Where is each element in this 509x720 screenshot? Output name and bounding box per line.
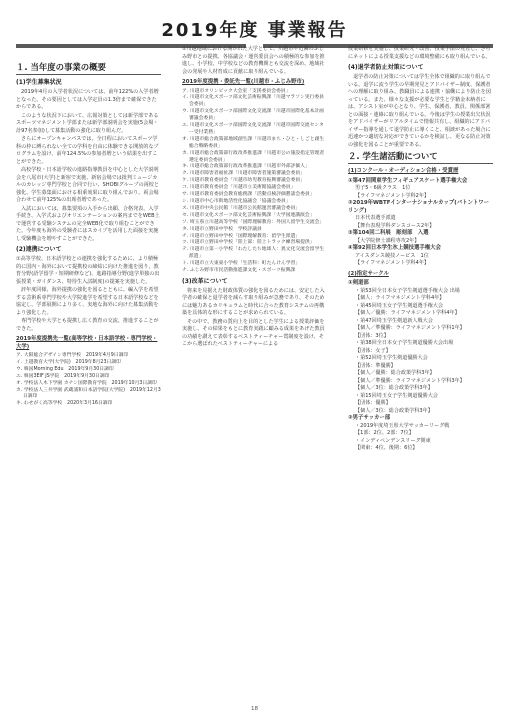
- circle-detail: ・第38回全日本女子学生剣道優勝大会出場: [355, 340, 454, 346]
- circle-detail: 【個人／3位：総合政策学科3年】: [355, 407, 433, 414]
- paragraph: その中で、教務の質向上を目的とした学生による授業評価を実施し、その結果をもとに教育実践に顧みる成果をあげた教員の功績を讃えて表彰するベストティーチャー賞制度を設け、そこから選ばれたベストティーチャーによる: [182, 318, 325, 348]
- list-item: セ. 川越市文化スポーツ部文化芸術振興課「大学国連講演会」: [182, 212, 315, 218]
- circle-detail: 【個人／優勝：総合政策学科3年】: [355, 370, 435, 376]
- list-item: タ. 川越市立野田中学校 学校評議員: [182, 226, 262, 232]
- award-detail: 【ライフマネジメント学科4年】: [355, 260, 430, 266]
- list-item: キ. 川越市総合政策部行政改革推進課「川越市外部評価人」: [182, 164, 310, 170]
- page-title: 2019年度 事業報告: [161, 20, 348, 41]
- list-item: コ. 川越市教育委員会「川越市立美術館協議会委員」: [182, 185, 296, 191]
- subheading-partnerships: (2)連携について: [16, 246, 62, 253]
- paragraph: 高校学校・日本語学校の進路指導教員を中心とした大学説明会を八尾市(大学)と新宿で実施、新宿会場では批判ミュージカルのカレッジ専門学校と合同で行い、SHOBIグループの両校と強化、学生募集面における相乗効果に取り組んでおり、両会場合わせて前年125%の出席者増であった。: [16, 167, 159, 203]
- subheading-student-recruitment: (1)学生募集状況: [16, 79, 62, 86]
- page-number: 18: [251, 706, 258, 712]
- paragraph: このような状況下において、広報対策としては新学部であるスポーツマネジメント学部または新学部説明会を実施(5会場・計97名参加)して募集活動の強化に取り組んだ。: [16, 112, 159, 134]
- list-item: イ. 川越市文化スポーツ部文化芸術振興課「川越マラソン実行委員会委員」: [182, 95, 324, 108]
- list-item: ウ. 韓国Morning Edu 2019年9月30日調印: [16, 366, 114, 372]
- subheading-reform: (3)改革について: [182, 277, 228, 285]
- list-item: ナ. ふじみ野市市民活動推進課文化・スポーツ振興課: [182, 268, 296, 274]
- column-3: [348, 46, 493, 453]
- list-item: ア. 大阪総合デザイン専門学校 2019年4月9日調印: [16, 353, 129, 358]
- award-heading: ①第47回関東学生フィギュアスケート選手権大会: [348, 177, 468, 184]
- paragraph: 入試においては、募集要項の入手から出願、合格発表、入学手続き、入学式およびオリエンテーションの案内までをWEB上で運営する受験システムの完全WEB化で取り組むことができた。今年度も海外の受験者にはスカイプを活用した面接を実施し受験機会を増やすことができた。: [16, 205, 160, 242]
- award-detail: 【大学院修士課程専攻2年】: [355, 237, 420, 244]
- subheading-dropout-prevention: (4)退学者防止対策について: [348, 64, 424, 71]
- circle-detail: 【団体：3位】: [355, 332, 389, 339]
- award-detail: アイスダンス競技ノービス 1位: [355, 252, 429, 259]
- paragraph: 評年度同様、海外提携の強化を図るとともに、編入学を希望する芸術系専門学校や大学院進学を希望する日本語学校などを協定し、学部展開により多く、実地な海外に向けた募集活動をより強化した。: [16, 287, 159, 316]
- circle-detail: 【関東：4位、後期：6位】: [355, 445, 418, 451]
- circle-detail: 【個人／準優勝：ライフマネジメント学科1年】: [355, 325, 465, 331]
- list-item: オ. 川越市総合政策部地域創生課「川越市まち・ひと・しごと創生総合戦略委員」: [182, 136, 325, 149]
- circle-detail: 【団体：女子】: [355, 347, 391, 354]
- list-item: ア. 川越市オリンピック大会室「支援委員会委員」: [182, 88, 291, 94]
- circle-detail: 【個人：ライフマネジメント学科4年】: [355, 295, 445, 301]
- paragraph: 授業研修を実施し、授業研究・改善、授業手法の見直し、さらにネットによる授業支援などの環境整備にも取り組んでいる。: [348, 46, 491, 60]
- circle-detail: ・第45回埼玉女子学生剣道選手権大会: [355, 302, 443, 309]
- list-item: テ. 川越市立第一小学校「わたしたち地球人：異文化交流会留学生派遣」: [182, 247, 325, 260]
- paragraph: ①高等学校、日本語学校との連携を強化するために、より積極的に国内・海外において提携校の締結に向けた推進を図り、教育分野(語学留学・短期研修など)、進路指導分野(進学単独の出張授業・ガイダンス、特待生入試制度)の提案を実施した。: [16, 256, 160, 285]
- column-1: [16, 60, 161, 408]
- list-item: ト. 川越市立大東東小学校「生活科：町たんけん学習」: [182, 261, 301, 267]
- paragraph: 退学者の防止対策については学生全体で組織的に取り組んでいる。退学に流う学生の早期発見とアドバイザー制度、保護者への理解に取り組み、教職員による連携・協働により防止を図っている。また、様々な支援が必要な学生と学籍金未納者には、アシスト室が中心となり、学生、保護者、教員、関係部署との面接・連絡に取り組んでいる。今後は学生の授業出欠状況をアドバイザーがリアルタイムで情報共有し、組織的にアドバイザー指導を通して退学防止に導くこと、相談があった場合に迅速かつ適切な対応ができているかを検証し、更なる防止対策の強化を図ることが重要である。: [348, 74, 491, 148]
- list-item: サ. 川越市教育委員会教育総務課「活動点検評価懇談会委員」: [182, 192, 315, 198]
- subheading-designated-circles: (2)指定サークル: [348, 270, 389, 277]
- list-item: ソ. 埼玉県立川越高等学校「国際理解教育：外国人留学生交流会」: [182, 219, 325, 225]
- list-item: キ. わせがく高等学校 2020年3月16日調印: [16, 401, 113, 407]
- circle-detail: ・2019年度埼玉県大学サッカーリーグ戦: [355, 422, 450, 429]
- list-item: カ. 学校法人三井学園 武蔵浦和日本語学院(大学院) 2019年12月3日調印: [16, 387, 161, 400]
- circle-detail: ・第52回埼玉学生剣道優勝大会: [355, 355, 428, 361]
- circle-detail: ・第15回埼玉女子学生剣道優勝大会: [355, 392, 438, 399]
- paragraph: さらにオープンキャンパスでは、全日程においてスポーツ学科の枠に縛られない全ての学科を自由に体験できる開放的なプログラムを設け、前年124.5%の参加者増という結果を出すことができた。: [16, 136, 159, 165]
- award-detail: 【舞台表現学科ダンスコース2年】: [355, 222, 435, 229]
- paragraph: 専門学校や大学とも提携し広く教育の交流、推進することができた。: [16, 318, 159, 332]
- partner-list-heading: 2019年度提携先一覧(高等学校・日本語学校・専門学校・大学): [16, 336, 158, 350]
- paragraph: ②川越地域における開かれた大学として、川越市や近隣のふじみ野市との提携、各協議会・運営委員会への積極的な参加を推進し、小学校、中学校などの教育機関とも交流を深め、地域社会の発展や人材育成に貢献に取り組んでいる。: [182, 46, 325, 75]
- circle-heading-soccer: ②男子サッカー部: [348, 415, 391, 421]
- award-heading: ③第104回二科展 彫刻部 入選: [348, 230, 429, 236]
- list-item: イ. 上越教育大学(大学院) 2019年8月23日調印: [16, 359, 121, 365]
- column-2: [182, 46, 327, 350]
- section-heading-overview: １. 当年度の事業の概要: [16, 62, 161, 75]
- circle-detail: 【個人／準優勝：ライフマネジメント学科3年】: [355, 377, 465, 384]
- list-item: ス. 川越市中央公民館「川越市公民館運営審議会委員」: [182, 205, 301, 211]
- circle-detail: 【個人／優勝：ライフマネジメント学科4年】: [355, 310, 460, 316]
- award-detail: 【ライフマネジメント学科2年】: [355, 192, 430, 199]
- paragraph: 2019年4月の入学者状況については、前年122%の入学者増となった。その要因としては入学定員の1.3倍まで確保できたからである。: [16, 89, 159, 110]
- partner-list-heading: 2019年度提携・委託先一覧(川越市・ふじみ野市): [182, 79, 305, 85]
- award-detail: 日本代表選手派遣: [355, 215, 396, 221]
- circle-detail: 【1部：2位、2部：7位】: [355, 430, 414, 436]
- paragraph: 将来を見据えた財政体質の強化を図るためには、安定した入学者の確保と退学者を減らす取り組みが急務であり、そのためには魅力あるカリキュラムと時代に合った教育システムの再構築を具体的な形にすることが求められている。: [182, 287, 325, 317]
- circle-detail: ・インディペンデンスリーグ関東: [355, 437, 431, 444]
- subheading-contest-awards: (1)コンクール・オーディション合格・受賞歴: [348, 168, 459, 174]
- list-item: エ. 川越市文化スポーツ部国際文化交流課「川越市国際交流センター受付業務」: [182, 123, 324, 135]
- section-heading-student-activities: ２. 学生諸活動について: [348, 151, 493, 164]
- list-item: ツ. 川越市立野田中学校「陸上部：陸上トラック練習場提供」: [182, 240, 315, 246]
- list-item: チ. 川越市立野田中学校「国際理解教育：留学生派遣」: [182, 233, 301, 239]
- circle-heading-kendo: ①剣道部: [348, 280, 369, 286]
- list-item: エ. 韓国3EIF JS学院 2019年9月30日調印: [16, 373, 110, 379]
- list-item: シ. 川越市中心市街地活性化協議会「協議会委員」: [182, 199, 291, 204]
- list-item: ケ. 川越市教育委員会「川越市幼児教育振興審議会委員」: [182, 178, 305, 184]
- circle-detail: 【団体：優勝】: [355, 400, 391, 406]
- circle-detail: ・第53回全日本女子学生剣道選手権大会 出場: [355, 287, 460, 294]
- circle-detail: ・第47回埼玉学生剣道新人戦大会: [355, 317, 433, 324]
- circle-detail: 【団体：準優勝】: [355, 362, 396, 369]
- list-item: カ. 川越市総合政策部行政改革推進課「川越市公の施設指定管理者選定委員会委員」: [182, 150, 325, 163]
- list-item: ウ. 川越市文化スポーツ部国際文化交流課「川越市国際化基本計画審議会委員」: [182, 109, 324, 122]
- award-detail: 男子5・6級クラス 1位: [355, 185, 411, 191]
- list-item: ク. 川越市障害者福祉課「川越市障害者施策審議会委員」: [182, 171, 305, 177]
- circle-detail: 【個人／3位：総合政策学科3年】: [355, 385, 433, 391]
- award-heading: ②2019年WBTFインターナショナルカップ(バトントワーリング): [348, 200, 490, 214]
- award-heading: ④第92回日本学生氷上競技選手権大会: [348, 245, 441, 251]
- list-item: オ. 学校法人木下学園 カナン国際教育学院 2019年10月3日調印: [16, 380, 157, 386]
